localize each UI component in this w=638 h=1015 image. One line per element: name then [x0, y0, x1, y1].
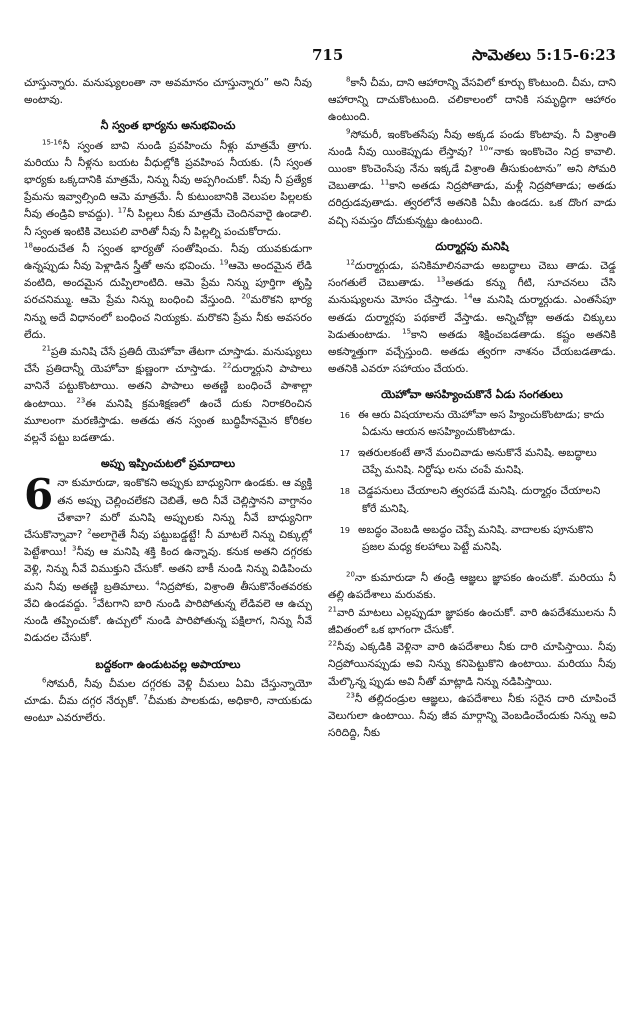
verse-number: 18: [339, 487, 350, 497]
poem-line: అబద్ధం వెంబడి అబద్ధం చెప్పే మనిషి. వాదాలకు పూనుకొని ప్రజల మధ్య కలహాలు పెట్టే మనిషి.: [358, 523, 594, 554]
right-column: [328, 75, 616, 1001]
verse-number: 18: [24, 241, 33, 250]
verse-number: 10: [479, 144, 489, 153]
paragraph: $^{23}$నీ తల్లిదండ్రుల ఆజ్ఞలు, ఉపదేశాలు నీకు సరైన దారి చూపించే వెలుగులా ఉంటాయి. నీవు జీవ మార్గాన్ని వెంబడించేందుకు నిన్ను అవి సరిదిద్ది, నీకు: [328, 691, 616, 740]
poem-verse: [328, 445, 616, 479]
verse-number: 20: [346, 570, 355, 579]
paragraph: $^{18}$అందుచేత నీ స్వంత భార్యతో సంతోషించు. నీవు యువకుడుగా ఉన్నప్పుడు నీవు పెళ్లాడిన స్త్రీతో అను భవించు. $^{19}$ఆమె అందమైన లేడి వంటిది, అందమైన దుప్పిలాంటిది. ఆమె ప్రేమ నిన్ను పూర్తిగా తృప్తి పరచనిమ్ము. ఆమె ప్రేమ నిన్ను బంధించి వేస్తుంది. $^{20}$మరొకని భార్య నిన్ను అదే విధానంలో బంధించ నియ్యకు. మరొకని ప్రేమ నీకు అవసరం లేదు.: [24, 241, 312, 341]
poem: [328, 407, 616, 557]
text-columns: [24, 75, 616, 1001]
verse-number: 2: [87, 527, 92, 536]
chapter-number: 6: [24, 470, 54, 520]
verse-number: 12: [346, 258, 355, 267]
spacer: [328, 560, 616, 570]
page-number: 715: [312, 46, 344, 64]
verse-number: 19: [219, 258, 229, 267]
verse-number: 21: [328, 605, 337, 614]
verse-number: 17: [117, 206, 127, 215]
poem-line: ఈ ఆరు విషయాలను యెహోవా అస హ్యించుకొంటాడు; కాదు ఏడును ఆయన అసహ్యించుకొంటాడు.: [358, 408, 605, 438]
poem-verse: [328, 407, 616, 441]
page-header: [24, 46, 616, 66]
verse-number: 8: [346, 75, 351, 84]
section-heading: దుర్మార్గపు మనిషి: [435, 239, 509, 253]
paragraph: $^6$సోమరీ, నీవు చీమల దగ్గరకు వెళ్లి చీమలు ఏమి చేస్తున్నాయో చూడు. చీమ దగ్గర నేర్చుకో. $^7$చీమకు పాలకుడు, అధికారి, నాయకుడు అంటూ ఎవరూలేరు.: [24, 676, 312, 725]
paragraph: $^{22}$నీవు ఎక్కడికి వెళ్లినా వారి ఉపదేశాలు నీకు దారి చూపిస్తాయి. నీవు నిద్రపోయినప్పుడు అవి నిన్ను కనిపెట్టుకొని ఉంటాయి. మరియు నీవు మేల్కొన్న ప్పుడు అవి నీతో మాట్లాడి నిన్ను నడిపిస్తాయి.: [328, 639, 616, 688]
verse-number: 4: [155, 579, 160, 588]
paragraph: 6 నా కుమారుడా, ఇంకొకని అప్పుకు బాధ్యునిగా ఉండకు. ఆ వ్యక్తి తన అప్పు చెల్లించలేకని చెబితే, అది నీవే చెల్లిస్తానని వాగ్దానం చేశావా? మరో మనిషి అప్పులకు నిన్ను నీవే బాధ్యునిగా చేసుకొన్నావా? $^2$అలాగైతే నీవు పట్టుబడ్డట్టే! నీ మాటలే నిన్ను చిక్కుల్లో పెట్టేశాయి! $^3$నీవు ఆ మనిషి శక్తి కింద ఉన్నావు. కనుక అతని దగ్గరకు వెళ్లి, నిన్ను నీవే విముక్తుని చేసుకో. అతని బాకీ నుండి నిన్ను విడిపించు మని నీవు అతణ్ణి బ్రతిమాలు. $^4$నిద్రపోకు, విశ్రాంతి తీసుకొనేంతవరకు వేచి ఉండవద్దు. $^5$వేటగాని బారి నుండి పారిపోతున్న లేడివలె ఆ ఉచ్చు నుండి తప్పించుకో. ఉచ్చులో నుండి పారిపోతున్న పక్షిలాగ, నిన్ను నీవే విడుదల చేసుకో.: [24, 470, 312, 645]
poem-verse: [328, 522, 616, 556]
paragraph: చూస్తున్నారు. మనుష్యులంతా నా అవమానం చూస్తున్నారు” అని నీవు అంటావు.: [24, 77, 312, 107]
verse-number: 16: [339, 410, 350, 420]
verse-number: 5: [92, 596, 97, 605]
verse-number: 21: [42, 344, 51, 353]
verse-number: 6: [42, 676, 47, 685]
section-heading: అప్పు ఇప్పించుటలో ప్రమాదాలు: [100, 457, 236, 471]
verse-number: 15: [402, 327, 412, 336]
verse-number: 3: [72, 544, 77, 553]
running-head: సామెతలు 5:15-6:23: [472, 46, 616, 64]
verse-number: 7: [143, 693, 148, 702]
paragraph: $^{20}$నా కుమారుడా నీ తండ్రి ఆజ్ఞలు జ్ఞాపకం ఉంచుకో. మరియు నీ తల్లి ఉపదేశాలు మరువకు.: [328, 570, 616, 602]
verse-number: 13: [436, 275, 446, 284]
verse-number: 22: [328, 639, 337, 648]
verse-number: 19: [339, 525, 350, 535]
poem-line: ఇతరులకంటే తానే మంచివాడు అనుకొనే మనిషి. అబద్ధాలు చెప్పే మనిషి. నిర్దోషు లను చంపే మనిషి.: [358, 447, 597, 477]
verse-number: 22: [222, 361, 232, 370]
paragraph: $^{15-16}$నీ స్వంత బావి నుండి ప్రవహించు నీళ్లు మాత్రమే త్రాగు. మరియు నీ నీళ్లను బయట వీధుల్లోకి ప్రవహింప నీయకు. (నీ స్వంత భార్యకు ఒక్కదానికి మాత్రమే, నిన్ను నీవు అప్పగించుకో. నీవు నీ ప్రత్యేక ప్రేమను ఇవ్వాల్సింది ఆమె మాత్రమే. నీ కుటుంబానికి వెలుపల పిల్లలకు నీవు తండ్రివి కావద్దు). $^{17}$నీ పిల్లలు నీకు మాత్రమే చెందినవారై ఉండాలి. నీ స్వంత ఇంటికి వెలుపలి వారితో నీవు నీ పిల్లల్ని పంచుకోరాదు.: [24, 138, 312, 238]
poem-verse: [328, 483, 616, 517]
left-column: [24, 75, 312, 1001]
section-heading: యెహోవా అసహ్యించుకొనే ఏడు సంగతులు: [381, 388, 563, 402]
verse-number: 15-16: [42, 138, 63, 147]
section-heading: నీ స్వంత భార్యను అనుభవించు: [100, 119, 236, 133]
paragraph: $^8$కానీ చీమ, దాని ఆహారాన్ని వేసవిలో కూర్చు కొంటుంది. చీమ, దాని ఆహారాన్ని దాచుకొంటుంది. చలికాలంలో దానికి సమృద్ధిగా ఆహారం ఉంటుంది.: [328, 75, 616, 124]
verse-number: 23: [76, 396, 86, 405]
paragraph: $^{21}$ప్రతి మనిషి చేసే ప్రతిదీ యెహోవా తేటగా చూస్తాడు. మనుష్యులు చేసే ప్రతిదాన్నీ యెహోవా క్షుణ్ణంగా చూస్తాడు. $^{22}$దుర్మార్గుని పాపాలు వానినే పట్టుకొంటాయి. అతని పాపాలు అతణ్ణి బంధించే పాశాల్లా ఉంటాయి. $^{23}$ఈ మనిషి క్రమశిక్షణలో ఉంచే దుకు నిరాకరించిన మూలంగా మరణిస్తాడు. అతడు తన స్వంత బుద్ధిహీనమైన కోరికల వల్లనే పట్టు బడతాడు.: [24, 344, 312, 445]
paragraph: $^9$సోమరీ, ఇంకొంతసేపు నీవు అక్కడ పండు కొంటావు. నీ విశ్రాంతి నుండి నీవు యింకెప్పుడు లేస్తావు? $^{10}$“నాకు ఇంకొంచెం నిద్ర కావాలి. యింకా కొంచెంసేపు నేను ఇక్కడే విశ్రాంతి తీసుకుంటాను” అని సోమరి చెబుతాడు. $^{11}$కాని అతడు నిద్రపోతాడు, మళ్లీ నిద్రపోతాడు; అతడు దరిద్రుడవుతాడు. త్వరలోనే అతనికి ఏమీ ఉండదు. ఒక దొంగ వాడు వచ్చి సమస్తం దోచుకున్నట్టు ఉంటుంది.: [328, 127, 616, 227]
verse-number: 14: [463, 292, 473, 301]
paragraph: $^{12}$దుర్మార్గుడు, పనికిమాలినవాడు అబద్ధాలు చెబు తాడు. చెడ్డ సంగతులే చెబుతాడు. $^{13}$అతడు కన్ను గీటి, సూచనలు చేసి మనుష్యులను మోసం చేస్తాడు. $^{14}$ఆ మనిషి దుర్మార్గుడు. ఎంతసేపూ అతడు దుర్మార్గపు పథకాలే వేస్తాడు. అన్నిచోట్లా అతడు చిక్కులు పెడుతుంటాడు. $^{15}$కాని అతడు శిక్షించబడతాడు. కష్టం అతనికి అకస్మాత్తుగా వచ్చేస్తుంది. అతడు త్వరగా నాశనం చేయబడతాడు. అతనికి ఎవరూ సహాయం చేయరు.: [328, 258, 616, 376]
verse-number: 20: [241, 292, 251, 301]
verse-number: 9: [346, 127, 351, 136]
paragraph: $^{21}$వారి మాటలు ఎల్లప్పుడూ జ్ఞాపకం ఉంచుకో. వారి ఉపదేశములను నీ జీవితంలో ఒక భాగంగా చేసుకో.: [328, 605, 616, 636]
verse-number: 11: [380, 178, 390, 187]
section-heading: బద్దకంగా ఉండుటవల్ల అపాయాలు: [95, 657, 241, 671]
poem-line: చెడ్డపనులు చేయాలని త్వరపడే మనిషి. దుర్మార్గం చేయాలని కోరే మనిషి.: [358, 485, 601, 515]
verse-number: 17: [339, 449, 350, 459]
verse-number: 23: [346, 691, 355, 700]
